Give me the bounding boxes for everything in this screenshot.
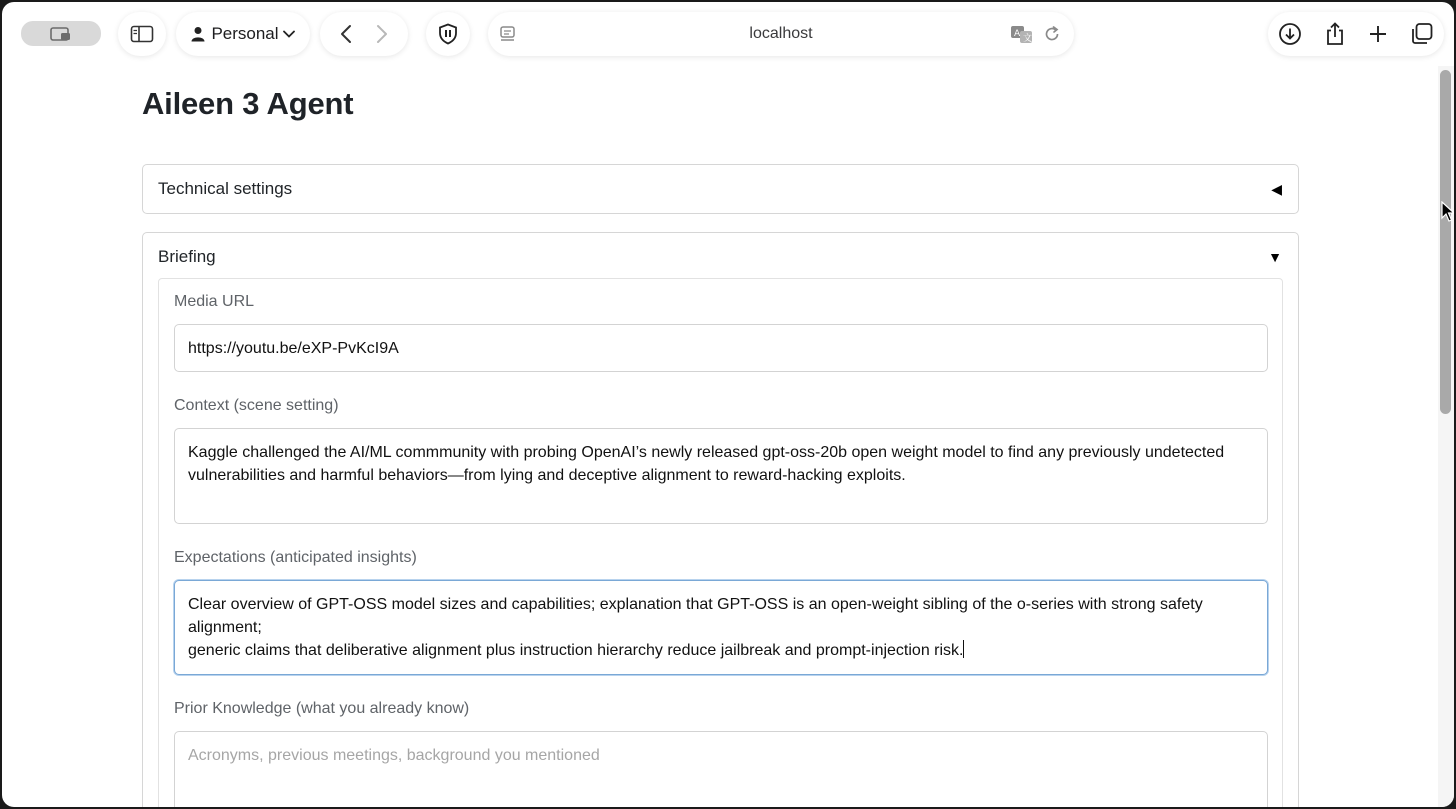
mouse-pointer-icon xyxy=(1441,201,1454,228)
shield-extension-button[interactable] xyxy=(426,12,470,56)
media-url-label: Media URL xyxy=(174,293,255,310)
expectations-line-2: generic claims that deliberative alignment plus instruction hierarchy reduce jailbreak and prompt-injection risk. xyxy=(188,642,964,659)
svg-text:A: A xyxy=(1014,29,1021,39)
address-bar[interactable] xyxy=(488,12,1074,56)
chevron-down-icon xyxy=(283,30,295,38)
new-tab-icon[interactable] xyxy=(1368,24,1388,44)
chevron-right-icon xyxy=(376,24,388,44)
expectations-line-1: Clear overview of GPT-OSS model sizes and capabilities; explanation that GPT-OSS is an open-weight sibling of the o-series with strong safety alignment; xyxy=(188,596,1203,636)
prior-knowledge-label: Prior Knowledge (what you already know) xyxy=(174,700,470,717)
collapse-arrow-icon[interactable]: ◀ xyxy=(1271,180,1282,197)
expectations-label: Expectations (anticipated insights) xyxy=(174,549,417,566)
browser-toolbar xyxy=(2,2,1454,66)
context-line-2: vulnerabilities and harmful behaviors—from lying and deceptive alignment to reward-hacking exploits. xyxy=(188,467,906,484)
expectations-textarea[interactable] xyxy=(174,580,1268,675)
window-icon xyxy=(49,26,73,42)
expand-arrow-icon[interactable]: ▼ xyxy=(1268,249,1282,265)
context-label: Context (scene setting) xyxy=(174,397,339,414)
media-url-input[interactable] xyxy=(174,324,1268,372)
media-url-value: https://youtu.be/eXP-PvKcI9A xyxy=(188,339,399,357)
tabs-overview-icon[interactable] xyxy=(1410,22,1434,46)
svg-text:文: 文 xyxy=(1023,34,1033,44)
profile-label: Personal xyxy=(211,24,279,43)
navigation-group xyxy=(320,12,408,56)
scrollbar-thumb[interactable] xyxy=(1440,70,1451,414)
page-content xyxy=(2,66,1438,807)
technical-settings-header[interactable] xyxy=(143,165,1298,213)
prior-knowledge-placeholder: Acronyms, previous meetings, background you mentioned xyxy=(188,747,600,764)
briefing-header[interactable] xyxy=(143,233,1298,281)
back-button[interactable] xyxy=(340,24,352,44)
briefing-form xyxy=(158,278,1283,807)
person-icon xyxy=(191,26,205,42)
share-icon[interactable] xyxy=(1324,22,1346,46)
sidebar-toggle-button[interactable] xyxy=(118,12,166,56)
shield-icon xyxy=(438,23,458,45)
text-caret xyxy=(963,640,964,658)
reload-icon[interactable] xyxy=(1042,24,1062,44)
briefing-accordion xyxy=(142,232,1299,807)
translate-icon[interactable] xyxy=(1010,24,1034,44)
page-title: Aileen 3 Agent xyxy=(142,86,354,121)
download-icon[interactable] xyxy=(1278,22,1302,46)
prior-knowledge-textarea[interactable] xyxy=(174,731,1268,807)
page-scrollbar[interactable] xyxy=(1438,66,1454,807)
context-textarea[interactable] xyxy=(174,428,1268,524)
address-text: localhost xyxy=(749,25,813,42)
forward-button[interactable] xyxy=(376,24,388,44)
tab-overview-button[interactable] xyxy=(21,21,101,46)
technical-settings-accordion[interactable] xyxy=(142,164,1299,214)
sidebar-icon xyxy=(130,25,154,43)
profile-selector[interactable] xyxy=(176,12,310,56)
technical-settings-label: Technical settings xyxy=(158,179,293,198)
browser-window xyxy=(2,2,1454,807)
chevron-left-icon xyxy=(340,24,352,44)
context-line-1: Kaggle challenged the AI/ML commmunity with probing OpenAI’s newly released gpt-oss-20b open weight model to find any previously undetected xyxy=(188,444,1225,461)
toolbar-actions xyxy=(1268,12,1444,56)
briefing-label: Briefing xyxy=(158,247,216,266)
